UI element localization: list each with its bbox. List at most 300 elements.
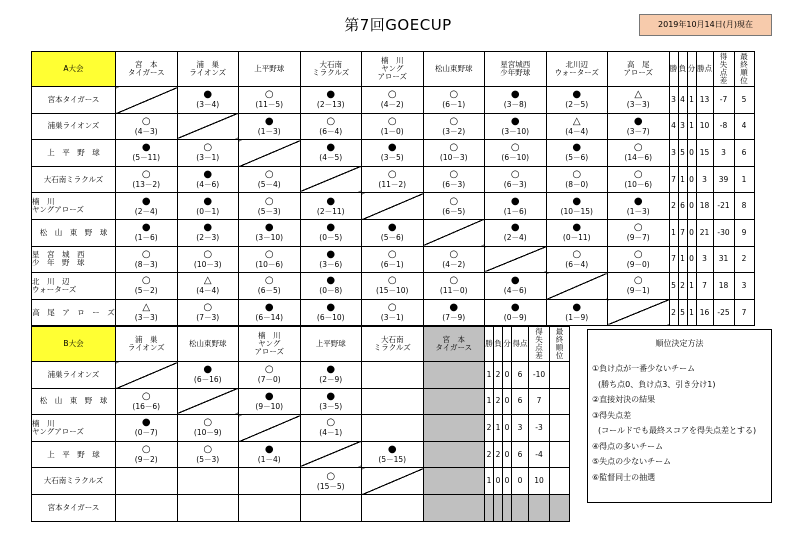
result-cell — [177, 299, 239, 326]
result-mark: ○ — [449, 142, 459, 154]
result-score: (2－13) — [316, 100, 345, 110]
result-score: (11－5) — [255, 100, 284, 110]
stat-value: 6 — [680, 201, 685, 211]
result-mark: △ — [572, 115, 581, 127]
result-mark: ○ — [141, 444, 151, 456]
stat-value: 0 — [689, 147, 694, 157]
stat-value: 1 — [495, 422, 501, 432]
result-mark: ○ — [203, 417, 213, 429]
result-cell — [546, 193, 608, 220]
result-score: (2－9) — [319, 375, 343, 385]
result-mark: ● — [572, 89, 582, 101]
result-cell — [423, 388, 485, 415]
result-mark: ○ — [572, 248, 582, 260]
result-score: (4－4) — [196, 286, 220, 296]
stat-cell — [485, 415, 494, 442]
league-a-table — [31, 51, 755, 326]
result-mark: ○ — [633, 248, 643, 260]
team-header-line: ヤング — [381, 64, 404, 73]
result-cell — [300, 219, 362, 246]
result-cell — [116, 87, 178, 114]
result-score: (15－5) — [316, 481, 345, 491]
result-mark: ● — [387, 444, 397, 456]
result-score: (1－0) — [380, 126, 404, 136]
rule-line: ②直接対決の結果 — [592, 395, 656, 404]
stat-cell — [696, 166, 713, 193]
result-cell — [423, 246, 485, 273]
result-cell — [485, 273, 547, 300]
result-cell — [362, 219, 424, 246]
result-cell — [177, 494, 239, 521]
result-score: (5－3) — [196, 455, 220, 465]
stat-header-char: 差 — [535, 351, 543, 360]
result-mark: ○ — [203, 142, 213, 154]
stat-cell — [678, 246, 687, 273]
row-team-name-text: 松 山 東 野 球 — [39, 227, 108, 237]
stat-value: 0 — [504, 449, 510, 459]
stat-cell — [529, 388, 550, 415]
result-score: (4－2) — [380, 100, 404, 110]
result-cell — [239, 113, 301, 140]
stat-header — [503, 327, 512, 362]
result-score: (2－3) — [196, 233, 220, 243]
stat-cell — [734, 113, 754, 140]
row-team-name-text: 上 平 野 球 — [47, 449, 100, 459]
result-score: (5－4) — [257, 180, 281, 190]
result-cell — [608, 219, 670, 246]
stat-value: 0 — [495, 476, 501, 486]
league-label: A大会 — [32, 52, 116, 87]
result-cell — [239, 388, 301, 415]
result-score: (14－6) — [624, 153, 653, 163]
result-score: (1－9) — [565, 313, 589, 323]
result-cell — [362, 87, 424, 114]
stat-cell — [512, 441, 529, 468]
stat-header-label: 勝点 — [697, 64, 712, 73]
result-score: (2－4) — [134, 206, 158, 216]
result-cell — [608, 193, 670, 220]
result-mark: ● — [203, 222, 213, 234]
result-cell — [300, 246, 362, 273]
stat-cell — [713, 219, 734, 246]
result-cell — [362, 388, 424, 415]
stat-value: 10 — [534, 476, 544, 486]
stat-cell — [713, 246, 734, 273]
team-column-header — [177, 327, 239, 362]
result-cell — [116, 388, 178, 415]
rule-line: (勝ち点0、負け点3、引き分け1) — [598, 379, 716, 389]
stat-cell — [696, 113, 713, 140]
stat-value: 1 — [689, 94, 694, 104]
result-score: (6－4) — [319, 126, 343, 136]
stat-cell — [529, 415, 550, 442]
result-cell — [116, 219, 178, 246]
result-score: (3－10) — [255, 233, 284, 243]
team-column-header — [423, 52, 485, 87]
stat-cell — [713, 299, 734, 326]
stat-cell — [734, 273, 754, 300]
team-header-line: ウォーターズ — [554, 68, 599, 77]
team-header-line: 楠 川 — [381, 56, 404, 65]
stat-value: 2 — [486, 422, 492, 432]
rule-line: ⑤失点の少ないチーム — [592, 457, 672, 466]
stat-cell — [550, 362, 570, 389]
stat-cell — [550, 494, 570, 521]
result-score: (2－11) — [316, 206, 345, 216]
result-score: (5－11) — [132, 153, 161, 163]
stat-cell — [696, 193, 713, 220]
team-header-line: ライオンズ — [189, 68, 227, 77]
stat-value: 4 — [671, 121, 676, 131]
stat-header-char: 点 — [535, 343, 543, 352]
result-cell — [239, 219, 301, 246]
result-score: (13－2) — [132, 180, 161, 190]
result-cell — [546, 273, 608, 300]
team-header-line: タイガース — [435, 343, 473, 352]
stat-cell — [669, 299, 678, 326]
row-team-name — [32, 193, 116, 220]
stat-cell — [669, 273, 678, 300]
team-column-header — [177, 52, 239, 87]
row-team-name — [32, 415, 116, 442]
stat-cell — [512, 494, 529, 521]
result-cell — [546, 140, 608, 167]
result-score: (6－14) — [255, 313, 284, 323]
stat-header-char: 終 — [740, 60, 748, 69]
result-cell — [116, 362, 178, 389]
stat-cell — [696, 219, 713, 246]
stat-value: 9 — [741, 227, 747, 237]
team-header-line: 上平野球 — [315, 339, 346, 348]
result-mark: ● — [572, 142, 582, 154]
result-score: (6－5) — [442, 206, 466, 216]
stat-cell — [485, 362, 494, 389]
result-score: (4－5) — [319, 153, 343, 163]
stat-value: 2 — [486, 449, 492, 459]
result-score: (3－3) — [134, 313, 158, 323]
stat-header-char: 位 — [555, 351, 564, 360]
result-cell — [608, 140, 670, 167]
stat-value: 6 — [517, 396, 523, 406]
stat-header — [485, 327, 494, 362]
result-cell — [362, 494, 424, 521]
ranking-rules-box — [587, 329, 772, 503]
result-score: (4－6) — [196, 180, 220, 190]
header-row — [32, 52, 755, 87]
row-team-name-text: 宮本タイガース — [47, 94, 100, 104]
stat-cell — [494, 441, 503, 468]
result-mark: ● — [264, 390, 274, 402]
stat-header-label: 勝 — [669, 64, 678, 73]
header-row — [32, 327, 570, 362]
stat-value: 31 — [718, 254, 729, 264]
stat-value: 1 — [741, 174, 747, 184]
stat-cell — [687, 299, 696, 326]
stat-value: -21 — [717, 201, 730, 211]
result-mark: ○ — [633, 222, 643, 234]
result-mark: ○ — [141, 275, 151, 287]
result-cell — [116, 468, 178, 495]
stat-cell — [678, 140, 687, 167]
result-score: (11－0) — [439, 286, 468, 296]
team-header-line: アローズ — [623, 68, 654, 77]
stat-cell — [503, 415, 512, 442]
stat-header — [494, 327, 503, 362]
stat-cell — [503, 441, 512, 468]
stat-cell — [734, 140, 754, 167]
stat-value: -3 — [535, 422, 543, 432]
result-score: (4－4) — [565, 126, 589, 136]
result-mark: ○ — [203, 444, 213, 456]
result-mark: ○ — [203, 302, 213, 314]
result-mark: ○ — [326, 470, 336, 482]
result-cell — [177, 441, 239, 468]
result-mark: ○ — [633, 275, 643, 287]
row-team-name-text: 浦巣ライオンズ — [47, 121, 100, 131]
result-score: (6－5) — [257, 286, 281, 296]
result-mark: ○ — [510, 142, 520, 154]
stat-header-char: 得 — [535, 327, 543, 336]
result-cell — [116, 415, 178, 442]
result-score: (4－1) — [319, 428, 343, 438]
result-score: (0－5) — [319, 233, 343, 243]
team-column-header — [485, 52, 547, 87]
stat-value: 1 — [486, 369, 492, 379]
stat-value: 1 — [689, 121, 694, 131]
result-cell — [423, 494, 485, 521]
stat-header — [734, 52, 754, 87]
stat-cell — [713, 273, 734, 300]
table-row — [32, 415, 570, 442]
result-mark: ○ — [387, 248, 397, 260]
stat-value: 7 — [741, 307, 747, 317]
stat-header — [696, 52, 713, 87]
stat-value: 1 — [671, 227, 676, 237]
stat-cell — [529, 441, 550, 468]
stat-cell — [669, 246, 678, 273]
result-mark: ● — [387, 142, 397, 154]
result-score: (8－3) — [134, 259, 158, 269]
result-score: (4－3) — [134, 126, 158, 136]
stat-cell — [485, 388, 494, 415]
stat-value: 1 — [486, 396, 492, 406]
stat-value: 1 — [486, 476, 492, 486]
stat-value: 5 — [741, 94, 747, 104]
stat-value: 2 — [671, 307, 676, 317]
stat-value: 3 — [517, 422, 523, 432]
stat-header — [713, 52, 734, 87]
result-mark: ● — [141, 222, 151, 234]
stat-cell — [713, 113, 734, 140]
stat-value: 0 — [504, 476, 510, 486]
stat-header-char: 差 — [719, 76, 728, 85]
result-cell — [300, 193, 362, 220]
result-cell — [239, 193, 301, 220]
result-score: (16－6) — [132, 401, 161, 411]
stat-cell — [669, 113, 678, 140]
stat-value: 1 — [680, 174, 685, 184]
stat-header-char: 失 — [719, 60, 728, 69]
result-cell — [362, 140, 424, 167]
stat-cell — [485, 468, 494, 495]
result-cell — [608, 299, 670, 326]
result-mark: ○ — [141, 248, 151, 260]
stat-cell — [512, 362, 529, 389]
stat-value: 18 — [699, 201, 710, 211]
stat-value: 21 — [699, 227, 710, 237]
result-cell — [177, 113, 239, 140]
result-mark: ● — [449, 302, 459, 314]
result-cell — [485, 140, 547, 167]
table-row — [32, 87, 755, 114]
result-score: (9－1) — [626, 286, 650, 296]
stat-value: 6 — [741, 147, 747, 157]
team-column-header — [423, 327, 485, 362]
stat-header-char: 位 — [740, 76, 748, 85]
result-mark: ○ — [449, 169, 459, 181]
result-score: (3－10) — [501, 126, 530, 136]
result-cell — [177, 140, 239, 167]
result-score: (3－4) — [196, 100, 220, 110]
stat-value: 7 — [702, 280, 707, 290]
stat-cell — [494, 388, 503, 415]
row-team-name — [32, 246, 116, 273]
result-cell — [116, 140, 178, 167]
result-mark: ○ — [387, 275, 397, 287]
stat-value: 2 — [495, 396, 501, 406]
row-team-name-text: 上 平 野 球 — [47, 147, 100, 157]
stat-value: 3 — [671, 147, 676, 157]
result-cell — [546, 113, 608, 140]
result-cell — [300, 362, 362, 389]
stat-value: -10 — [532, 369, 546, 379]
stat-value: 5 — [671, 280, 676, 290]
result-score: (9－7) — [626, 233, 650, 243]
stat-cell — [669, 87, 678, 114]
result-score: (6－1) — [380, 259, 404, 269]
stat-cell — [734, 166, 754, 193]
team-header-line: ヤング — [258, 339, 281, 348]
stat-cell — [678, 87, 687, 114]
team-header-line: アローズ — [377, 72, 408, 81]
stat-value: 3 — [702, 254, 707, 264]
stat-value: 5 — [680, 147, 685, 157]
row-team-name-text: 大石南ミラクルズ — [43, 174, 104, 184]
team-header-line: 星宮城西 — [500, 60, 531, 69]
result-score: (10－6) — [255, 259, 284, 269]
result-cell — [177, 273, 239, 300]
team-column-header — [546, 52, 608, 87]
stat-cell — [696, 299, 713, 326]
stat-value: 0 — [689, 254, 694, 264]
stat-cell — [503, 362, 512, 389]
stat-header-char: 順 — [555, 343, 564, 352]
stat-value: 1 — [689, 307, 694, 317]
stat-cell — [687, 166, 696, 193]
stat-cell — [734, 219, 754, 246]
stat-cell — [678, 299, 687, 326]
team-column-header — [239, 327, 301, 362]
stat-value: 1 — [689, 280, 694, 290]
result-mark: ○ — [141, 115, 151, 127]
row-team-name — [32, 87, 116, 114]
stat-header-char: 得 — [719, 52, 728, 61]
result-cell — [116, 441, 178, 468]
result-mark: ● — [326, 364, 336, 376]
stat-cell — [512, 468, 529, 495]
stat-value: 2 — [671, 201, 676, 211]
result-mark: ● — [510, 275, 520, 287]
result-mark: ● — [510, 115, 520, 127]
result-mark: ● — [633, 115, 643, 127]
result-cell — [546, 219, 608, 246]
stat-cell — [687, 140, 696, 167]
stat-cell — [529, 494, 550, 521]
result-cell — [362, 246, 424, 273]
result-mark: ● — [326, 248, 336, 260]
result-cell — [546, 87, 608, 114]
stat-cell — [678, 219, 687, 246]
result-cell — [116, 494, 178, 521]
row-team-name — [32, 299, 116, 326]
stat-cell — [512, 388, 529, 415]
table-row — [32, 362, 570, 389]
result-score: (10－6) — [624, 180, 653, 190]
result-cell — [362, 193, 424, 220]
team-header-line: 大石南 — [381, 335, 404, 344]
result-cell — [300, 388, 362, 415]
result-score: (5－2) — [134, 286, 158, 296]
stat-value: 3 — [702, 174, 707, 184]
result-mark: ○ — [326, 115, 336, 127]
stat-cell — [669, 193, 678, 220]
result-cell — [300, 273, 362, 300]
table-row — [32, 219, 755, 246]
result-cell — [608, 166, 670, 193]
stat-value: 39 — [718, 174, 729, 184]
result-mark: ○ — [387, 89, 397, 101]
result-mark: ○ — [387, 302, 397, 314]
stat-header-char: 点 — [719, 68, 728, 77]
stat-header-label: 勝 — [485, 339, 493, 348]
result-mark: ○ — [264, 169, 274, 181]
result-score: (0－8) — [319, 286, 343, 296]
stat-cell — [550, 415, 570, 442]
result-mark: ● — [326, 390, 336, 402]
stat-cell — [550, 441, 570, 468]
stat-value: 16 — [699, 307, 710, 317]
stat-value: 10 — [699, 121, 710, 131]
result-score: (3－6) — [319, 259, 343, 269]
stat-value: 7 — [680, 227, 685, 237]
row-team-name — [32, 219, 116, 246]
stat-header-char: 失 — [535, 335, 543, 344]
team-header-line: ミラクルズ — [373, 343, 411, 352]
result-cell — [177, 415, 239, 442]
result-score: (10－9) — [193, 428, 222, 438]
stat-value: 5 — [680, 307, 685, 317]
table-row — [32, 246, 755, 273]
result-cell — [300, 299, 362, 326]
result-cell — [239, 166, 301, 193]
team-column-header — [362, 327, 424, 362]
result-mark: ● — [141, 142, 151, 154]
stat-header — [529, 327, 550, 362]
result-mark: ● — [326, 275, 336, 287]
result-mark: ● — [141, 195, 151, 207]
result-cell — [177, 166, 239, 193]
result-mark: ● — [572, 222, 582, 234]
